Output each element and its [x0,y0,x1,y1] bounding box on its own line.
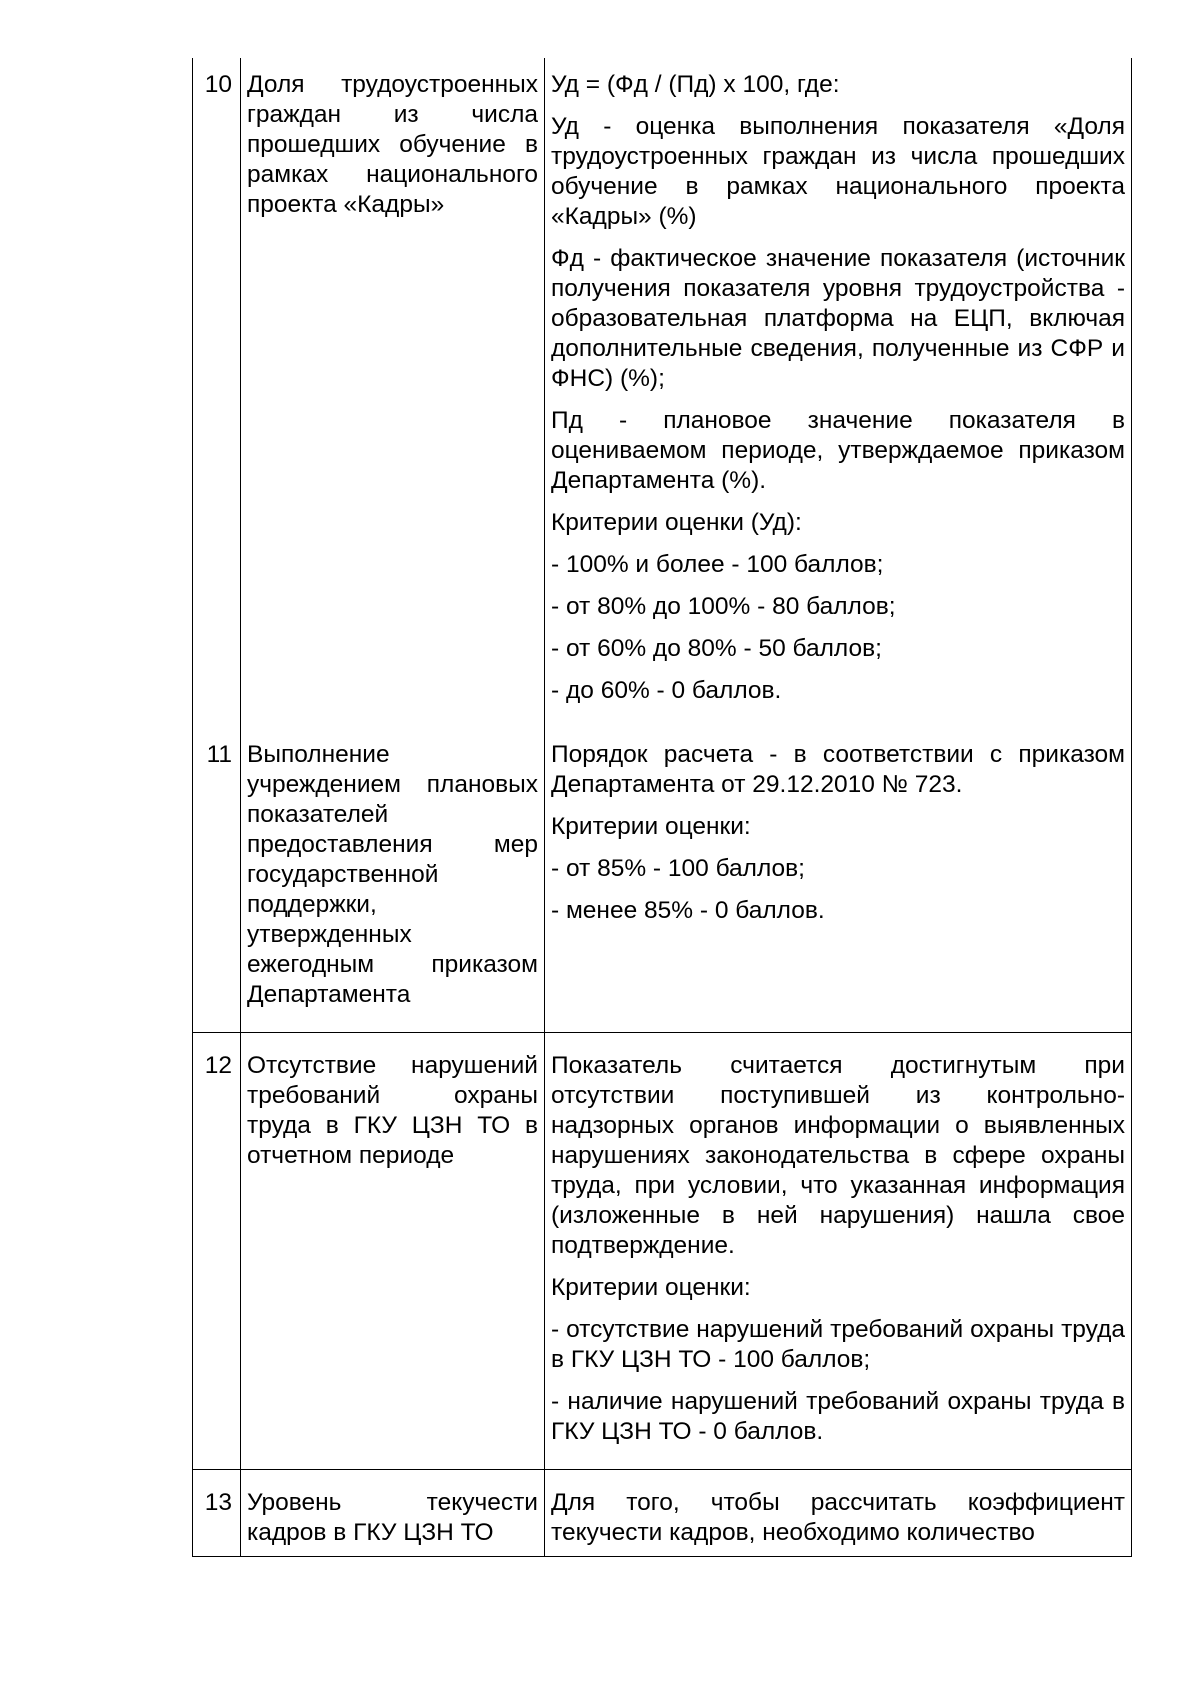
description-paragraph: Пд - плановое значение показателя в оцениваемом периоде, утверждаемое приказом Департамента (%). [551,407,1125,494]
description-paragraph: Уд - оценка выполнения показателя «Доля трудоустроенных граждан из числа прошедших обучение в рамках национального проекта «Кадры» (%) [551,113,1125,230]
table-row [193,58,1132,728]
indicator-name: Отсутствие нарушений требований охраны труда в ГКУ ЦЗН ТО в отчетном периоде [241,1033,545,1470]
description-paragraph: - от 85% - 100 баллов; [551,855,805,882]
description-paragraph: Критерии оценки (Уд): [551,509,802,536]
indicators-table [192,58,1132,1557]
table-row [193,1470,1132,1557]
description-paragraph: - от 60% до 80% - 50 баллов; [551,635,882,662]
description-paragraph: Критерии оценки: [551,813,751,840]
indicator-description [545,1033,1132,1470]
row-number: 10 [193,58,241,728]
indicator-description [545,728,1132,1033]
indicator-name: Выполнение учреждением плановых показателей предоставления мер государственной поддержки, утвержденных ежегодным приказом Департамента [241,728,545,1033]
row-number: 12 [193,1033,241,1470]
description-paragraph: Критерии оценки: [551,1274,751,1301]
description-paragraph: - менее 85% - 0 баллов. [551,897,825,924]
indicator-description [545,58,1132,728]
table-row [193,1033,1132,1470]
description-paragraph: - 100% и более - 100 баллов; [551,551,884,578]
description-paragraph: - отсутствие нарушений требований охраны труда в ГКУ ЦЗН ТО - 100 баллов; [551,1316,1125,1373]
description-paragraph: Фд - фактическое значение показателя (источник получения показателя уровня трудоустройства - образовательная платформа на ЕЦП, включая дополнительные сведения, полученные из СФР и ФНС) (%); [551,245,1125,392]
table-row [193,728,1132,1033]
description-paragraph: Показатель считается достигнутым при отсутствии поступившей из контрольно-надзорных органов информации о выявленных нарушениях законодательства в сфере охраны труда, при условии, что указанная информация (изложенные в ней нарушения) нашла свое подтверждение. [551,1052,1125,1259]
row-number: 13 [193,1470,241,1557]
indicator-name: Доля трудоустроенных граждан из числа прошедших обучение в рамках национального проекта «Кадры» [241,58,545,728]
description-paragraph: - от 80% до 100% - 80 баллов; [551,593,896,620]
description-paragraph: Порядок расчета - в соответствии с приказом Департамента от 29.12.2010 № 723. [551,741,1125,798]
description-paragraph: Для того, чтобы рассчитать коэффициент текучести кадров, необходимо количество [551,1489,1125,1546]
indicator-description [545,1470,1132,1557]
row-number: 11 [193,728,241,1033]
indicator-name: Уровень текучести кадров в ГКУ ЦЗН ТО [241,1470,545,1557]
description-paragraph: - до 60% - 0 баллов. [551,677,782,704]
description-paragraph: Уд = (Фд / (Пд) x 100, где: [551,71,840,98]
description-paragraph: - наличие нарушений требований охраны труда в ГКУ ЦЗН ТО - 0 баллов. [551,1388,1125,1445]
